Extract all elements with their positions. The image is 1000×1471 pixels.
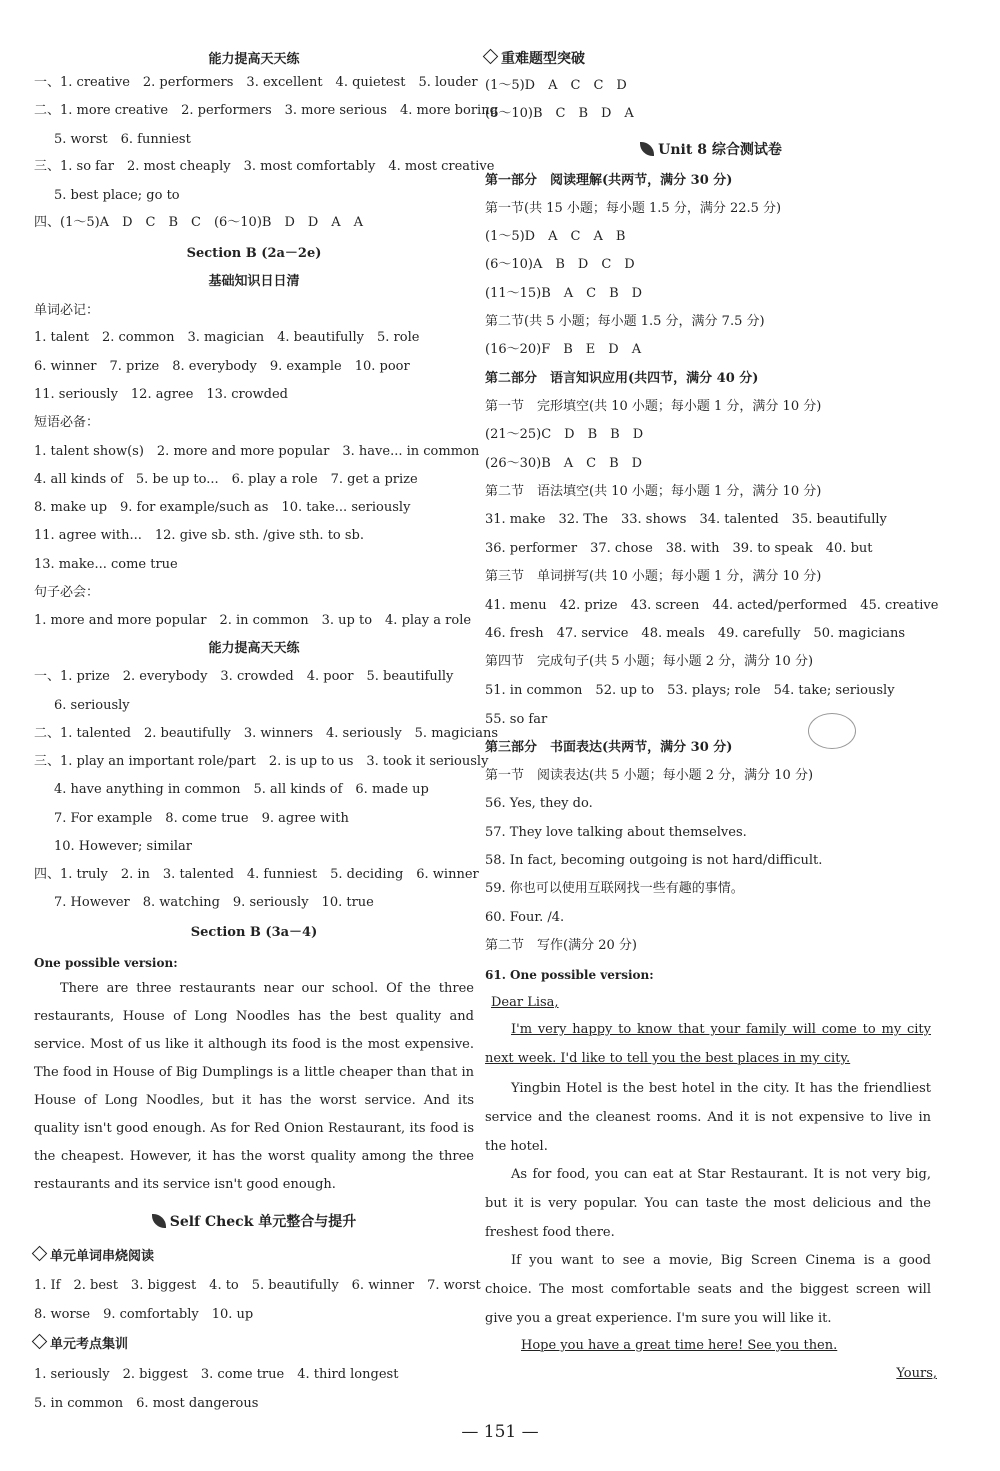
section-heading: Section B (2a－2e) <box>186 246 322 261</box>
answer-line: 二、1. talented 2. beautifully 3. winners 4. seriously 5. magicians <box>34 726 498 741</box>
leaf-icon <box>640 142 654 156</box>
label: One possible version: <box>34 956 178 970</box>
part-heading: 第三部分 书面表达(共两节，满分 30 分) <box>485 740 733 755</box>
answer-line: 6. seriously <box>54 698 130 713</box>
answer-line: 58. In fact, becoming outgoing is not hard/difficult. <box>485 853 823 868</box>
answer-line: 一、1. creative 2. performers 3. excellent 4. quietest 5. louder <box>34 75 478 90</box>
answer-line: (11～15)B A C B D <box>485 286 643 301</box>
answer-line: 13. make... come true <box>34 557 178 572</box>
subsection-heading: 第一节(共 15 小题；每小题 1.5 分，满分 22.5 分) <box>485 201 782 216</box>
answer-line: 31. make 32. The 33. shows 34. talented 35. beautifully <box>485 512 887 527</box>
answer-line: 1. talent 2. common 3. magician 4. beautifully 5. role <box>34 330 420 345</box>
answer-line: (1～5)D A C A B <box>485 229 626 244</box>
subsection-heading: 第四节 完成句子(共 5 小题；每小题 2 分，满分 10 分) <box>485 654 814 669</box>
answer-line: 8. make up 9. for example/such as 10. take... seriously <box>34 500 411 515</box>
answer-line: 7. However 8. watching 9. seriously 10. true <box>54 895 374 910</box>
label: 句子必会： <box>34 585 100 600</box>
section-heading: Section B (3a－4) <box>190 925 318 940</box>
answer-line: 55. so far <box>485 712 548 727</box>
answer-line: 51. in common 52. up to 53. plays; role 54. take; seriously <box>485 683 895 698</box>
answer-line: 四、1. truly 2. in 3. talented 4. funniest 5. deciding 6. winner <box>34 867 479 882</box>
subsection-heading: 第二节 写作(满分 20 分) <box>485 938 637 953</box>
heading: 基础知识日日清 <box>208 274 300 289</box>
answer-line: 1. talent show(s) 2. more and more popular 3. have... in common <box>34 444 480 459</box>
answer-line: 一、1. prize 2. everybody 3. crowded 4. poor 5. beautifully <box>34 669 454 684</box>
answer-line: 四、(1～5)A D C B C (6～10)B D D A A <box>34 215 364 230</box>
leaf-icon <box>152 1214 166 1228</box>
answer-line: 1. more and more popular 2. in common 3. up to 4. play a role <box>34 613 472 628</box>
answer-line: (26～30)B A C B D <box>485 456 643 471</box>
salutation: Dear Lisa, <box>491 995 559 1010</box>
subsection-heading: 第二节 语法填空(共 10 小题；每小题 1 分，满分 10 分) <box>485 484 822 499</box>
answer-line: 36. performer 37. chose 38. with 39. to speak 40. but <box>485 541 873 556</box>
answer-line: 4. have anything in common 5. all kinds of 6. made up <box>54 782 429 797</box>
diamond-icon <box>32 1246 48 1262</box>
section-heading: Unit 8 综合测试卷 <box>485 141 937 159</box>
heading: 能力提高天天练 <box>208 52 300 67</box>
answer-line: 1. seriously 2. biggest 3. come true 4. third longest <box>34 1367 399 1382</box>
heading: 单元单词串烧阅读 <box>34 1248 154 1266</box>
answer-line: (21～25)C D B B D <box>485 427 644 442</box>
subsection-heading: 第一节 阅读表达(共 5 小题；每小题 2 分，满分 10 分) <box>485 768 814 783</box>
closing-line: Hope you have a great time here! See you then. <box>521 1338 838 1353</box>
answer-line: 6. winner 7. prize 8. everybody 9. example 10. poor <box>34 359 410 374</box>
answer-line: (1～5)D A C C D <box>485 78 627 93</box>
answer-line: 4. all kinds of 5. be up to... 6. play a role 7. get a prize <box>34 472 418 487</box>
subsection-heading: 第二节(共 5 小题；每小题 1.5 分，满分 7.5 分) <box>485 314 765 329</box>
letter-paragraph: As for food, you can eat at Star Restaurant. It is not very big, but it is very popular. You can taste the most delicious and the freshest food there. <box>485 1167 931 1240</box>
answer-line: 8. worse 9. comfortably 10. up <box>34 1307 254 1322</box>
answer-line: (6～10)A B D C D <box>485 257 635 272</box>
answer-line: 11. seriously 12. agree 13. crowded <box>34 387 288 402</box>
answer-line: 11. agree with... 12. give sb. sth. /give sth. to sb. <box>34 528 365 543</box>
answer-line: 三、1. play an important role/part 2. is up to us 3. took it seriously <box>34 754 489 769</box>
answer-line: 60. Four. /4. <box>485 910 565 925</box>
signoff: Yours, <box>896 1366 937 1381</box>
answer-line: 三、1. so far 2. most cheaply 3. most comfortably 4. most creative <box>34 159 495 174</box>
part-heading: 第二部分 语言知识应用(共四节，满分 40 分) <box>485 371 759 386</box>
diamond-icon <box>32 1334 48 1350</box>
answer-line: 5. in common 6. most dangerous <box>34 1396 259 1411</box>
answer-line: 56. Yes, they do. <box>485 796 593 811</box>
answer-line: 46. fresh 47. service 48. meals 49. carefully 50. magicians <box>485 626 906 641</box>
subsection-heading: 第三节 单词拼写(共 10 小题；每小题 1 分，满分 10 分) <box>485 569 822 584</box>
subsection-heading: 第一节 完形填空(共 10 小题；每小题 1 分，满分 10 分) <box>485 399 822 414</box>
letter-paragraph: If you want to see a movie, Big Screen Cinema is a good choice. The most comfortable seats and the biggest screen will give you a great experience. I'm sure you will like it. <box>485 1253 931 1326</box>
diamond-icon <box>483 49 499 65</box>
page-number: — 151 — <box>461 1422 539 1442</box>
answer-line: 59. 你也可以使用互联网找一些有趣的事情。 <box>485 881 744 896</box>
label: 61. One possible version: <box>485 968 654 982</box>
answer-line: 10. However; similar <box>54 839 192 854</box>
essay-paragraph: There are three restaurants near our school. Of the three restaurants, House of Long Noodles has the best quality and service. Most of us like it although its food is the most expensive. The food in House of Big Dumplings is a little cheaper than that in House of Long Noodles, but it has the worst service. And its quality isn't good enough. As for Red Onion Restaurant, its food is the cheapest. However, it has the worst quality among the three restaurants and its service isn't good enough. <box>34 981 474 1192</box>
letter-paragraph: I'm very happy to know that your family will come to my city next week. I'd like to tell you the best places in my city. <box>485 1022 931 1066</box>
answer-line: (6～10)B C B D A <box>485 106 634 121</box>
stamp-logo <box>808 713 856 749</box>
answer-line: 二、1. more creative 2. performers 3. more serious 4. more boring <box>34 103 498 118</box>
label: 短语必备： <box>34 415 100 430</box>
heading: 单元考点集训 <box>34 1336 128 1354</box>
answer-line: 5. worst 6. funniest <box>54 132 191 147</box>
answer-line: 5. best place; go to <box>54 188 180 203</box>
label: 单词必记： <box>34 303 100 318</box>
answer-line: 41. menu 42. prize 43. screen 44. acted/performed 45. creative <box>485 598 939 613</box>
letter-paragraph: Yingbin Hotel is the best hotel in the city. It has the friendliest service and the cleanest rooms. And it is not expensive to live in the hotel. <box>485 1081 931 1154</box>
answer-line: 1. If 2. best 3. biggest 4. to 5. beautifully 6. winner 7. worst <box>34 1278 481 1293</box>
heading: 能力提高天天练 <box>208 641 300 656</box>
answer-line: 57. They love talking about themselves. <box>485 825 747 840</box>
answer-line: (16～20)F B E D A <box>485 342 642 357</box>
section-heading: Self Check 单元整合与提升 <box>34 1213 474 1231</box>
answer-line: 7. For example 8. come true 9. agree with <box>54 811 349 826</box>
part-heading: 第一部分 阅读理解(共两节，满分 30 分) <box>485 173 733 188</box>
heading: 重难题型突破 <box>485 50 585 68</box>
